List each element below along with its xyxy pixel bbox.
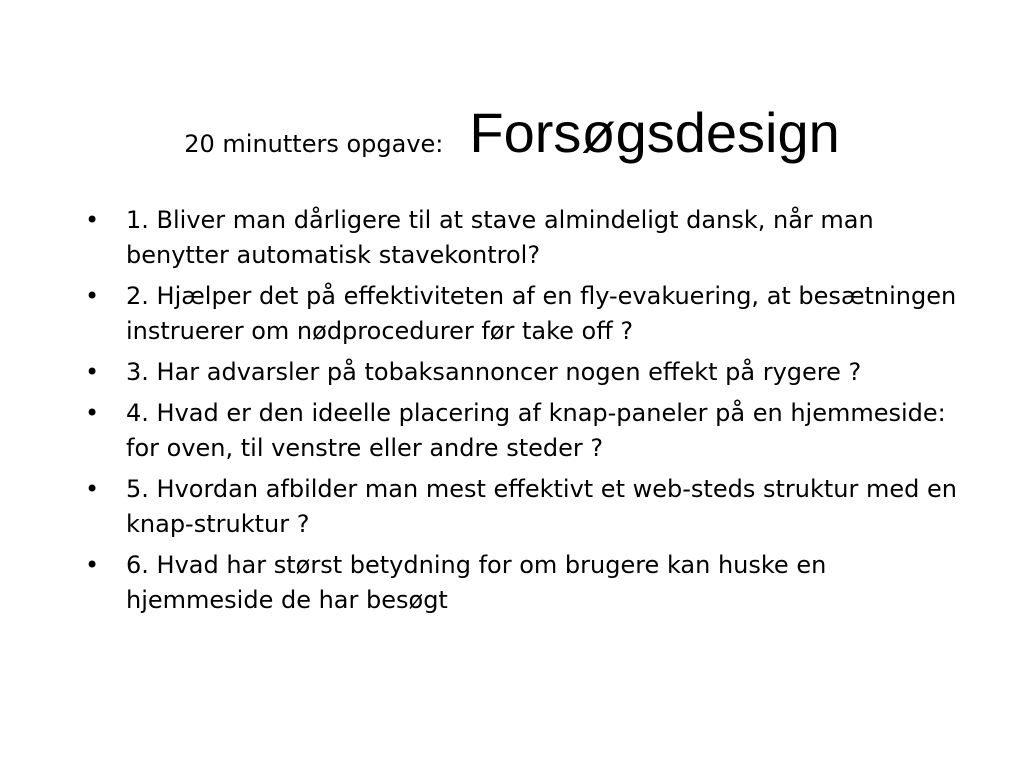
list-item-text: 3. Har advarsler på tobaksannoncer nogen effekt på rygere ? xyxy=(126,358,862,386)
title-main: Forsøgsdesign xyxy=(469,101,840,164)
list-item-text: 1. Bliver man dårligere til at stave almindeligt dansk, når man benytter automatisk stavekontrol? xyxy=(126,206,874,269)
list-item-text: 4. Hvad er den ideelle placering af knap-paneler på en hjemmeside: for oven, til venstre eller andre steder ? xyxy=(126,399,946,462)
bullet-icon: • xyxy=(85,399,100,427)
bullet-list xyxy=(85,203,965,624)
list-item xyxy=(85,355,965,390)
list-item xyxy=(85,548,965,618)
list-item-text: 2. Hjælper det på effektiviteten af en fly-evakuering, at besætningen instruerer om nødprocedurer før take off ? xyxy=(126,282,957,345)
slide-title xyxy=(0,100,1024,165)
bullet-icon: • xyxy=(85,206,100,234)
list-item-text: 5. Hvordan afbilder man mest effektivt et web-steds struktur med en knap-struktur ? xyxy=(126,475,957,538)
bullet-icon: • xyxy=(85,358,100,386)
bullet-icon: • xyxy=(85,282,100,310)
list-item-text: 6. Hvad har størst betydning for om brugere kan huske en hjemmeside de har besøgt xyxy=(126,551,827,614)
list-item xyxy=(85,203,965,273)
bullet-icon: • xyxy=(85,551,100,579)
list-item xyxy=(85,472,965,542)
list-item xyxy=(85,396,965,466)
bullet-icon: • xyxy=(85,475,100,503)
title-prefix: 20 minutters opgave: xyxy=(184,130,444,158)
list-item xyxy=(85,279,965,349)
